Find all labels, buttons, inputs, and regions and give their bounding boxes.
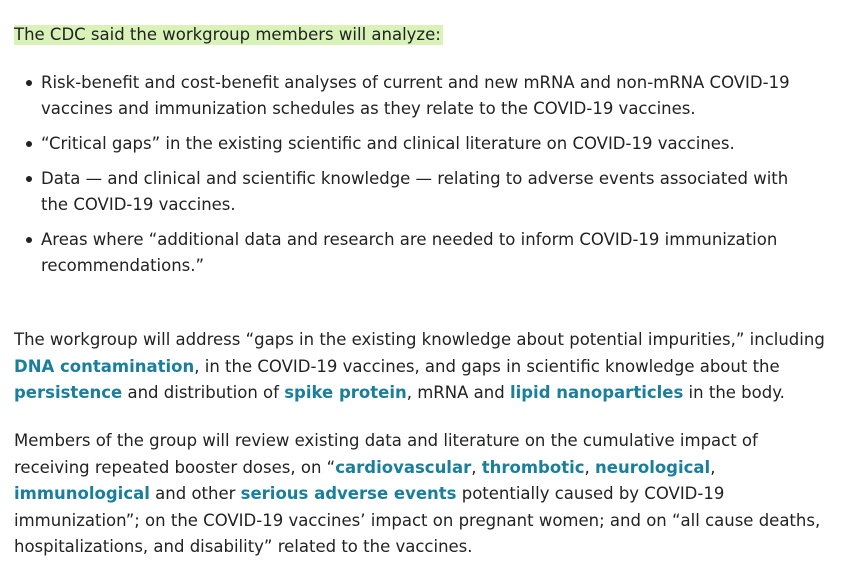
separator: ,	[471, 457, 482, 477]
paragraph-text: The workgroup will address “gaps in the existing knowledge about potential impurities,” including	[14, 330, 825, 349]
paragraph-text: , in the COVID-19 vaccines, and gaps in scientific knowledge about the	[194, 356, 780, 376]
separator: ,	[584, 457, 596, 477]
paragraph-text: potentially caused by COVID-19 immunization”; on the COVID-19 vaccines’ impact on pregnant women; and on “all cause deaths, hospitalizations, and disability” related to the vaccines.	[14, 484, 821, 556]
workgroup-paragraph	[14, 327, 834, 407]
paragraph-text: and other	[149, 484, 241, 503]
link-spike-protein[interactable]: spike protein	[284, 383, 407, 402]
list-item: “Critical gaps” in the existing scientific and clinical literature on COVID-19 vaccines.	[14, 131, 814, 157]
separator: ,	[710, 457, 716, 477]
intro-sentence	[14, 22, 443, 48]
link-serious-adverse-events[interactable]: serious adverse events	[240, 484, 457, 503]
highlighted-intro: The CDC said the workgroup members will analyze:	[14, 25, 441, 44]
review-paragraph	[14, 428, 834, 561]
link-thrombotic[interactable]: thrombotic	[481, 457, 585, 477]
link-dna-contamination[interactable]: DNA contamination	[14, 356, 195, 376]
paragraph-text: in the body.	[683, 383, 785, 402]
list-item: Data — and clinical and scientific knowledge — relating to adverse events associated with the COVID-19 vaccines.	[14, 166, 814, 218]
analysis-list	[14, 70, 814, 288]
link-cardiovascular[interactable]: cardiovascular	[335, 457, 472, 477]
paragraph-text: and distribution of	[122, 383, 285, 402]
paragraph-text: Members of the group will review existing data and literature on the cumulative impact of receiving repeated booster doses, on “	[14, 431, 758, 477]
paragraph-text: , mRNA and	[406, 383, 510, 402]
list-item: Areas where “additional data and research are needed to inform COVID-19 immunization recommendations.”	[14, 227, 814, 279]
list-item: Risk-benefit and cost-benefit analyses of current and new mRNA and non-mRNA COVID-19 vaccines and immunization schedules as they relate to the COVID-19 vaccines.	[14, 70, 814, 122]
link-neurological[interactable]: neurological	[595, 457, 711, 477]
link-immunological[interactable]: immunological	[14, 484, 150, 503]
link-lipid-nanoparticles[interactable]: lipid nanoparticles	[509, 383, 684, 402]
link-persistence[interactable]: persistence	[14, 383, 123, 402]
